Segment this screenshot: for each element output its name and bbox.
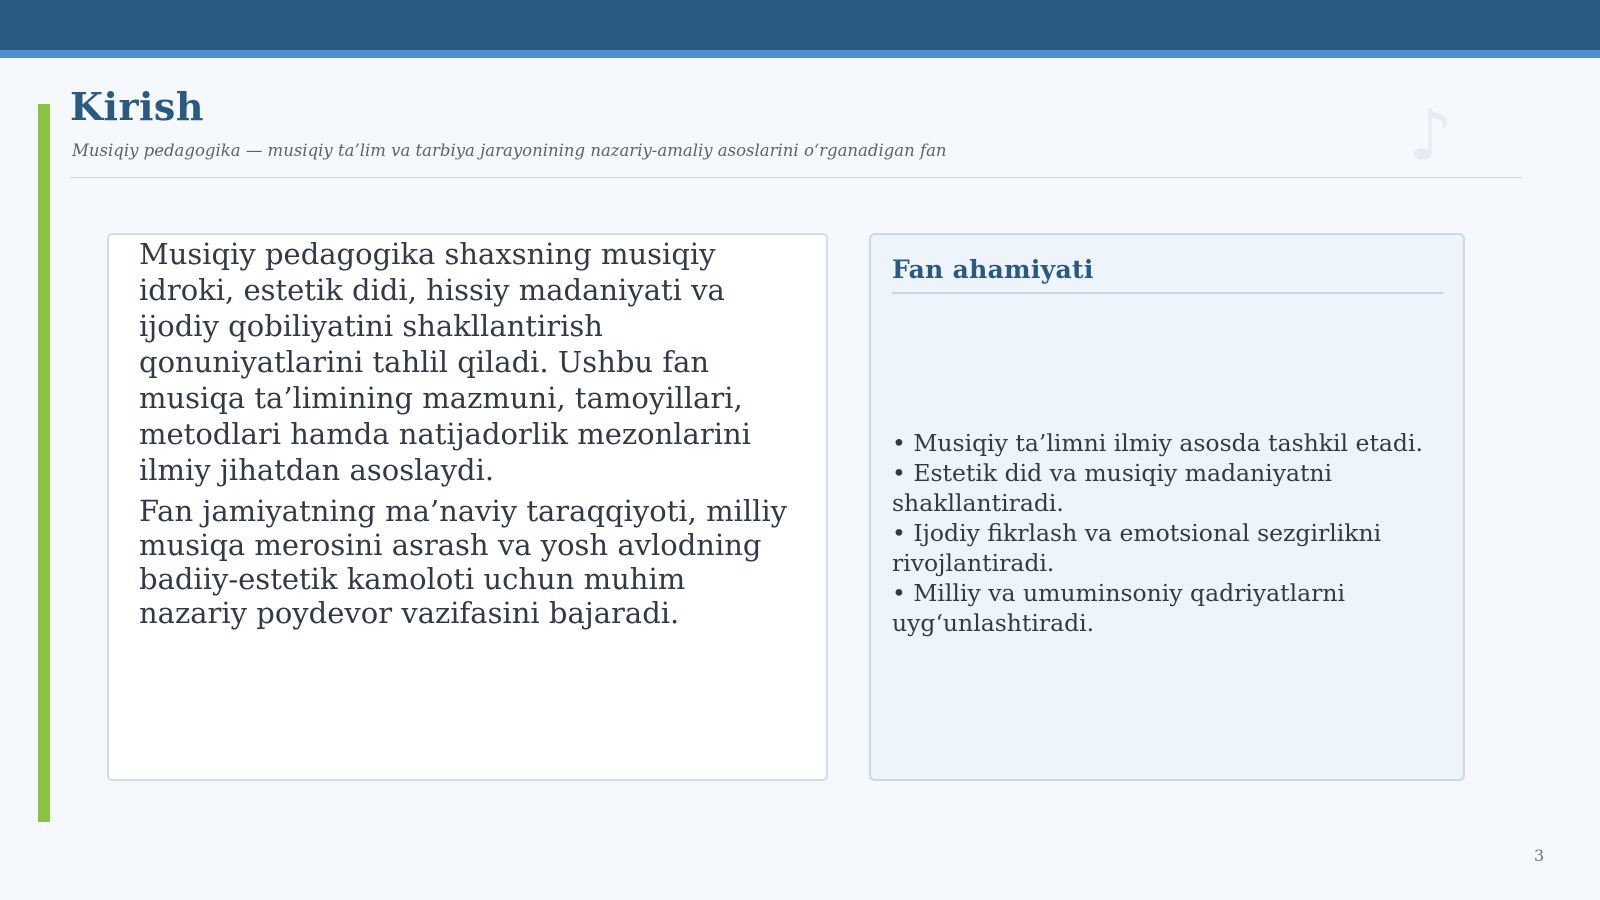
header-divider [70, 177, 1522, 178]
list-item: • Ijodiy fikrlash va emotsional sezgirlikni rivojlantiradi. [892, 519, 1382, 577]
importance-card-title: Fan ahamiyati [892, 255, 1443, 294]
description-paragraph-2: Fan jamiyatning ma’naviy taraqqiyoti, milliy musiqa merosini asrash va yosh avlodning badiiy-estetik kamoloti uchun muhim nazariy poydevor vazifasini bajaradi. [139, 494, 788, 630]
page-number: 3 [1534, 846, 1545, 865]
header-bar [0, 0, 1600, 50]
list-item: • Milliy va umuminsoniy qadriyatlarni uyg‘unlashtiradi. [892, 579, 1346, 637]
music-note-icon: ♪ [1408, 94, 1453, 176]
description-card [107, 233, 828, 781]
importance-list [892, 428, 1443, 638]
header-stripe [0, 50, 1600, 58]
list-item: • Musiqiy ta’limni ilmiy asosda tashkil etadi. [892, 429, 1423, 457]
importance-card [869, 233, 1465, 781]
slide-title: Kirish [70, 84, 204, 129]
slide-subtitle: Musiqiy pedagogika — musiqiy ta’lim va tarbiya jarayonining nazariy-amaliy asoslarini o‘rganadigan fan [72, 141, 947, 160]
description-paragraph-1: Musiqiy pedagogika shaxsning musiqiy idroki, estetik didi, hissiy madaniyati va ijodiy qobiliyatini shakllantirish qonuniyatlarini tahlil qiladi. Ushbu fan musiqa ta’limining mazmuni, tamoyillari, metodlari hamda natijadorlik mezonlarini ilmiy jihatdan asoslaydi. [139, 237, 751, 487]
accent-bar [38, 104, 50, 822]
list-item: • Estetik did va musiqiy madaniyatni shakllantiradi. [892, 459, 1333, 517]
